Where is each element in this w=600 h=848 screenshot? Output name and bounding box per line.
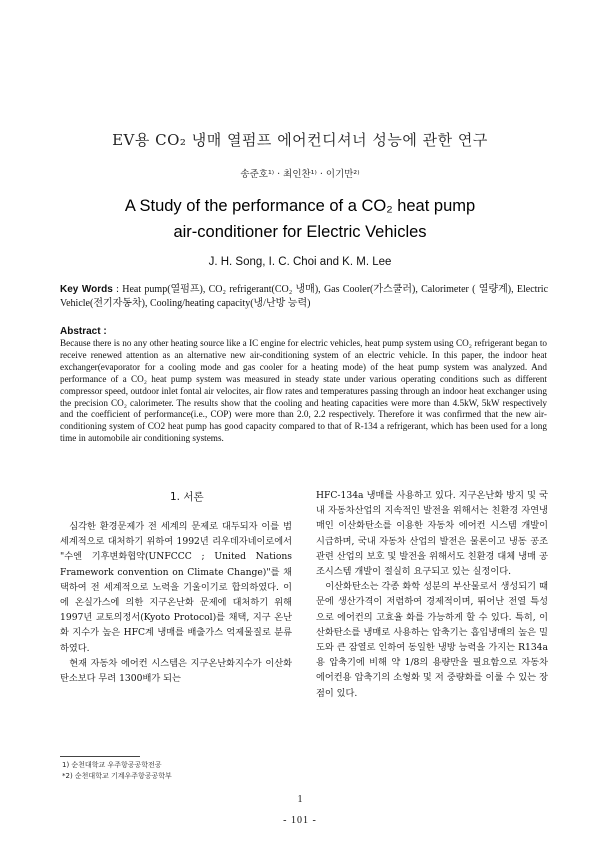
paper-title-korean: EV용 CO₂ 냉매 열펌프 에어컨디셔너 성능에 관한 연구 [112,131,488,149]
page-footer: - 101 - [283,815,317,826]
right-paragraph-2: 이산화탄소는 각종 화학 성분의 부산물로서 생성되기 때문에 생산가격이 저렴하여 경제적이며, 뛰어난 전열 특성으로 에어컨의 고효율 화를 가능하게 할 수 있다. 특히, 이산화탄소를 냉매로 사용하는 압축기는 흡입냉매의 높은 밀도와 큰 잠열로 인하여 동일한 냉방 능력을 가지는 R134a용 압축기에 비해 약 1/8의 용량만을 필요함으로 자동차 에어컨용 압축기의 소형화 및 저 중량화를 이룰 수 있는 장점이 있다. [316,581,548,699]
abstract-heading: Abstract : [60,326,107,337]
right-column [316,488,548,701]
footnotes [62,760,172,782]
page-number: 1 [297,794,303,805]
left-paragraph-2: 현재 자동차 에어컨 시스템은 지구온난화지수가 이산화탄소보다 무려 1300배가 되는 [60,657,292,685]
keywords-text: : Heat pump(열펌프), CO₂ refrigerant(CO₂ 냉매), Gas Cooler(가스쿨러), Calorimeter ( 열량계), Electric Vehicle(전기자동차), Cooling/heating capacity(냉/난방 능력) [60,284,549,309]
keywords-block [60,283,548,311]
footnote-divider [60,756,140,757]
footnote-2: *2) 순천대학교 기계우주항공공학부 [62,772,172,780]
left-column [60,519,292,686]
paper-title-english [0,193,600,245]
title-en-line2: air-conditioner for Electric Vehicles [173,223,427,241]
keywords-label: Key Words [60,284,113,295]
title-en-line1: A Study of the performance of a CO₂ heat pump [124,197,476,215]
abstract-text: Because there is no any other heating source like a IC engine for electric vehicles, heat pump system using CO₂ refrigerant began to receive renewed attention as an alternative new air-conditioning system of an electric vehicle. In this paper, the indoor heat exchanger(evaporator for a cooling mode and gas cooler for a heating mode) of the heat pump system was analyzed. And performance of a CO₂ heat pump system was measured in steady state under various operating conditions such as different compressor speed, outdoor inlet fontal air velocites, air flow rates and temperatures passing through an indoor heat exchanger using the precision CO₂ calorimeter. The results show that the cooling and heating capacities were more than 4.5kW, 5kW respectively and the coefficient of performance(i.e., COP) were more than 2.0, 2.2 respectively. Therefore it was confirmed that the new air-conditioning system of CO2 heat pump has good capacity compared to that of R-134 a refrigerant, which has been used for a long time in automobile air conditioning systems. [60,338,547,444]
section-introduction-heading: 1. 서론 [170,491,204,503]
authors-english: J. H. Song, I. C. Choi and K. M. Lee [208,256,392,268]
left-paragraph-1: 심각한 환경문제가 전 세계의 문제로 대두되자 이를 범세계적으로 대처하기 위하여 1992년 리우데자네이로에서 "수엔 기후변화협약(UNFCCC ; United Nations Framework convention on Climate Change)"를 채택하여 전 세계적으로 노력을 기울이기로 합의하였다. 이에 온실가스에 의한 지구온난화 문제에 대처하기 위해 1997년 교토의정서(Kyoto Protocol)를 채택, 지구 온난화 지수가 높은 HFC계 냉매를 배출가스 억제물질로 분류하였다. [60,521,292,654]
footnote-1: 1) 순천대학교 우주항공공학전공 [62,761,162,769]
right-paragraph-1: HFC-134a 냉매를 사용하고 있다. 지구온난화 방지 및 국내 자동차산업의 지속적인 발전을 위해서는 친환경 자연냉매인 이산화탄소를 이용한 자동차 에어컨 시스템 개발이 시급하며, 국내 자동차 산업의 발전은 물론이고 냉동 공조 관련 산업의 보호 및 발전을 위해서도 친환경 대체 냉매 공조시스템 개발이 절실히 요구되고 있는 실정이다. [316,490,548,578]
authors-korean: 송준호¹⁾ · 최인찬¹⁾ · 이기만²⁾ [240,169,360,180]
